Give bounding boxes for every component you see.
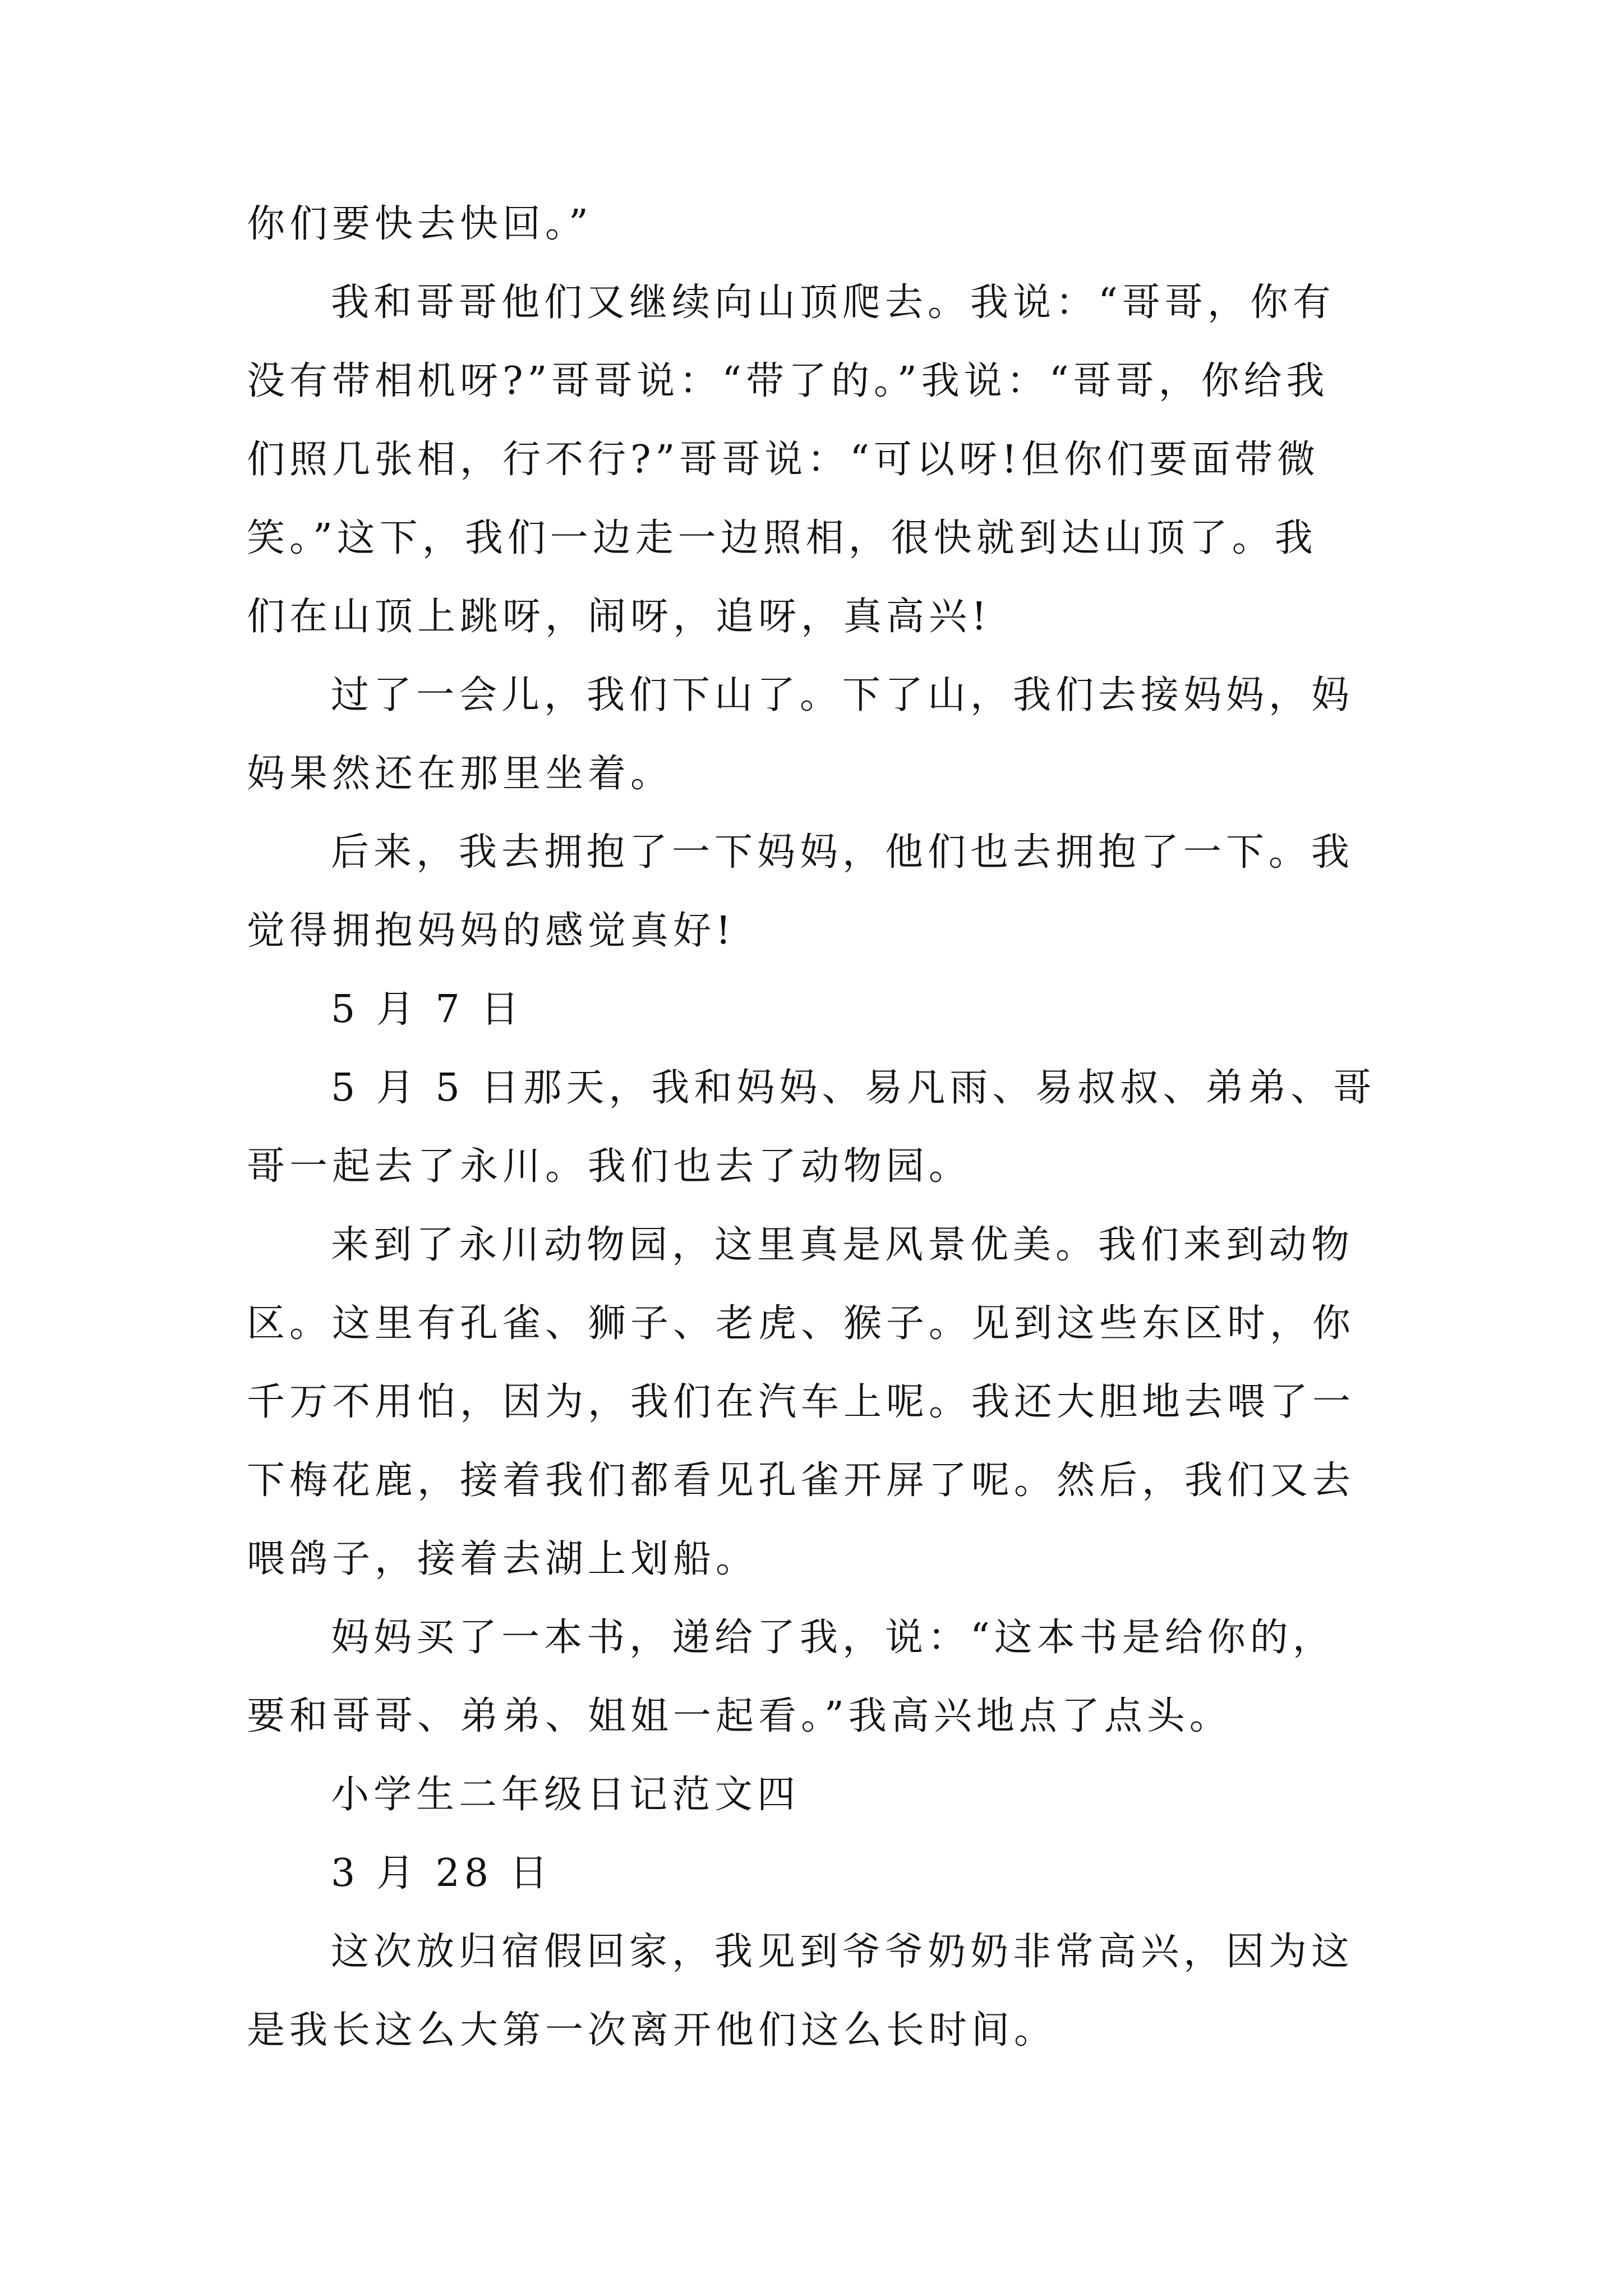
paragraph-line: 后来，我去拥抱了一下妈妈，他们也去拥抱了一下。我 — [331, 830, 1354, 875]
paragraph-line: 这次放归宿假回家，我见到爷爷奶奶非常高兴，因为这 — [331, 1930, 1354, 1974]
paragraph-line: 妈妈买了一本书，递给了我，说：“这本书是给你的， — [331, 1616, 1335, 1660]
date-heading: 5 月 7 日 — [331, 987, 524, 1032]
text-line: 是我长这么大第一次离开他们这么长时间。 — [247, 2008, 1057, 2053]
paragraph-line: 来到了永川动物园，这里真是风景优美。我们来到动物 — [331, 1223, 1354, 1267]
text-line: 妈果然还在那里坐着。 — [247, 752, 674, 796]
text-line: 千万不用怕，因为，我们在汽车上呢。我还大胆地去喂了一 — [247, 1380, 1355, 1424]
text-line: 没有带相机呀?”哥哥说：“带了的。”我说：“哥哥，你给我 — [247, 359, 1329, 403]
text-line: 要和哥哥、弟弟、姐姐一起看。”我高兴地点了点头。 — [247, 1694, 1232, 1738]
date-heading: 3 月 28 日 — [331, 1851, 552, 1895]
paragraph-line: 过了一会儿，我们下山了。下了山，我们去接妈妈，妈 — [331, 673, 1354, 717]
document-page — [247, 185, 1391, 2070]
section-title: 小学生二年级日记范文四 — [331, 1773, 800, 1817]
text-line: 觉得拥抱妈妈的感觉真好! — [247, 909, 736, 953]
text-line: 你们要快去快回。” — [247, 202, 593, 246]
paragraph-line: 我和哥哥他们又继续向山顶爬去。我说：“哥哥，你有 — [331, 280, 1335, 325]
paragraph-line: 5 月 5 日那天，我和妈妈、易凡雨、易叔叔、弟弟、哥 — [331, 1066, 1376, 1110]
text-line: 区。这里有孔雀、狮子、老虎、猴子。见到这些东区时，你 — [247, 1301, 1355, 1346]
text-line: 哥一起去了永川。我们也去了动物园。 — [247, 1144, 972, 1189]
text-line: 们照几张相，行不行?”哥哥说：“可以呀!但你们要面带微 — [247, 438, 1320, 482]
text-line: 喂鸽子，接着去湖上划船。 — [247, 1537, 759, 1581]
text-line: 们在山顶上跳呀，闹呀，追呀，真高兴! — [247, 595, 992, 639]
text-line: 笑。”这下，我们一边走一边照相，很快就到达山顶了。我 — [247, 516, 1317, 560]
text-line: 下梅花鹿，接着我们都看见孔雀开屏了呢。然后，我们又去 — [247, 1458, 1355, 1503]
